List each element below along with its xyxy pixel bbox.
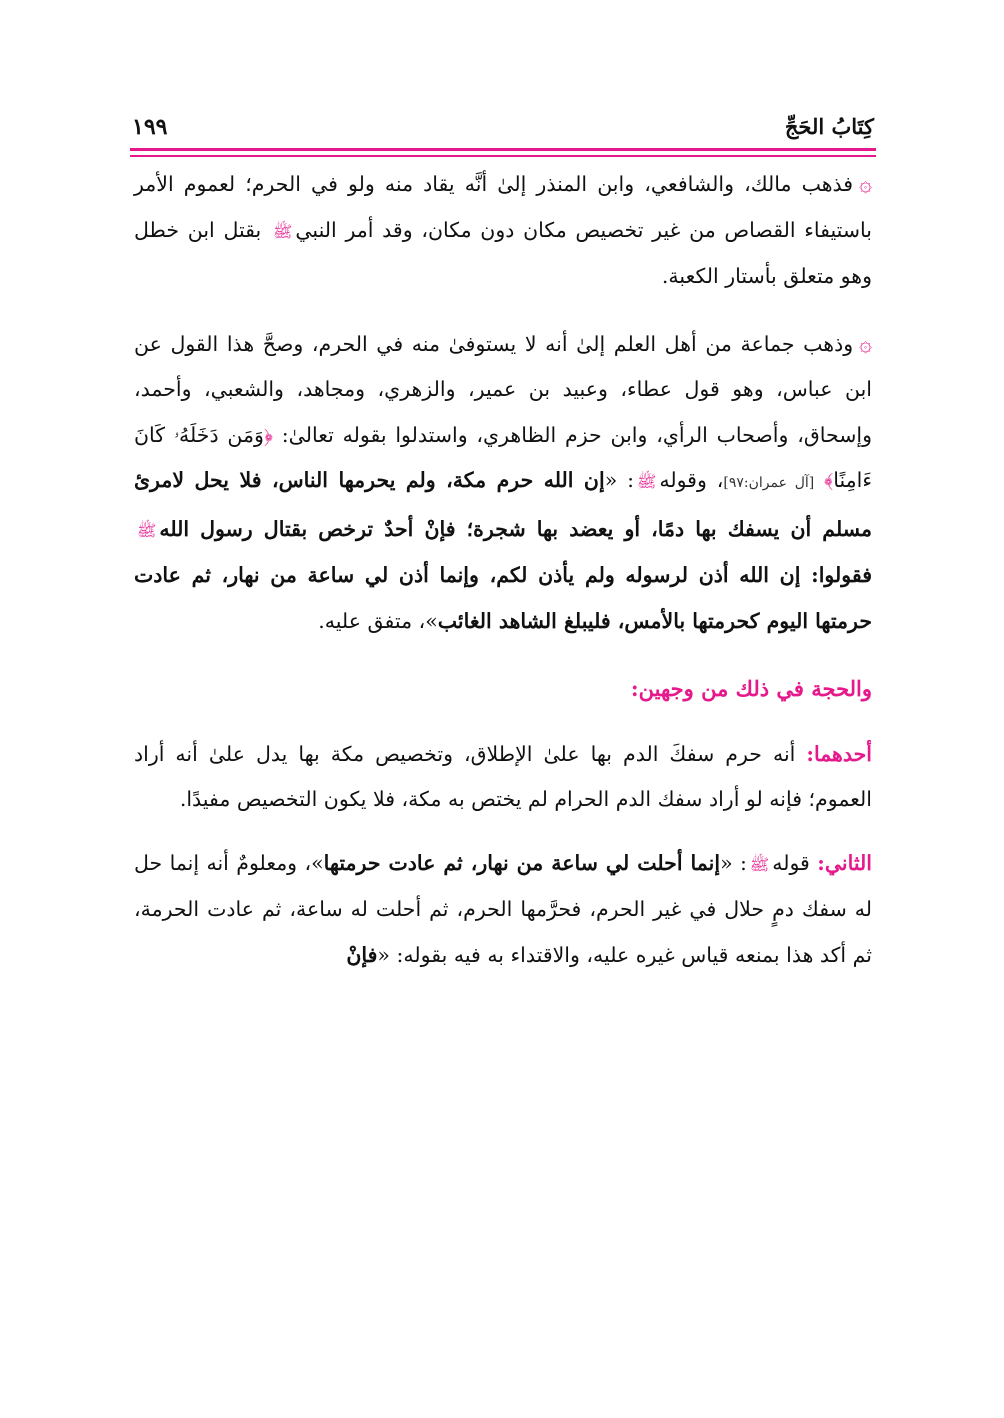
- p2-text-a: وذهب جماعة من أهل العلم إلىٰ أنه لا يستوفىٰ منه في الحرم، وصحَّ هذا القول عن ابن عباس، وهو قول عطاء، وعبيد بن عمير، والزهري، ومجاهد، والشعبي، وأحمد، وإسحاق، وأصحاب الرأي، وابن حزم الظاهري، واستدلوا بقوله تعالىٰ:: [134, 331, 872, 447]
- page-body: [134, 162, 872, 996]
- salawat-icon: ﷺ: [137, 520, 157, 540]
- salawat-icon: ﷺ: [749, 854, 770, 874]
- p4-text-a: قوله: [772, 850, 810, 875]
- page-number: ١٩٩: [132, 114, 168, 140]
- quote-close: »: [311, 850, 324, 875]
- page-header: [130, 108, 874, 148]
- hadith-close: »: [425, 608, 438, 633]
- tail-open: «: [377, 942, 390, 967]
- flower-icon: ۞: [859, 172, 872, 197]
- p1-text-b: بقتل ابن خطل وهو متعلق بأستار الكعبة.: [134, 217, 872, 288]
- verse-citation: [آل عمران:٩٧]: [723, 475, 815, 491]
- paragraph-4: [134, 841, 872, 979]
- quran-verse: وَمَن دَخَلَهُۥ كَانَ ءَامِنًا: [134, 422, 872, 492]
- point-label-first: أحدهما:: [806, 741, 872, 766]
- salawat-icon: ﷺ: [273, 221, 293, 241]
- header-rule-thick: [130, 148, 876, 151]
- salawat-icon: ﷺ: [637, 472, 657, 491]
- hadith-text: إن الله حرم مكة، ولم يحرمها الناس، فلا يحل لامرئ مسلم أن يسفك بها دمًا، أو يعضد بها شجرة؛ فإنْ أحدٌ ترخص بقتال رسول الله: [134, 468, 872, 541]
- quran-open-bracket: ﴿: [263, 422, 273, 447]
- p4-text-b: ، ومعلومٌ أنه إنما حل له سفك دمٍ حلال في غير الحرم، فحرَّمها الحرم، ثم أحلت له ساعة، ثم عادت الحرمة، ثم أكد هذا بمنعه قياس غيره عليه، والاقتداء به فيه بقوله:: [134, 850, 872, 967]
- quote-text: إنما أحلت لي ساعة من نهار، ثم عادت حرمتها: [323, 850, 721, 875]
- paragraph-3: [134, 732, 872, 823]
- section-heading: والحجة في ذلك من وجهين:: [630, 676, 872, 701]
- quote-open: : «: [720, 850, 747, 875]
- paragraph-2: [134, 322, 872, 645]
- tail-text: فإنْ: [346, 942, 378, 967]
- point-label-second: الثاني:: [817, 850, 872, 875]
- p2-text-c: ، متفق عليه.: [318, 608, 426, 633]
- p3-text: أنه حرم سفكَ الدم بها علىٰ الإطلاق، وتخصيص مكة بها يدل علىٰ أنه أراد العموم؛ فإنه لو أراد سفك الدم الحرام لم يختص به مكة، فلا يكون التخصيص مفيدًا.: [134, 741, 872, 811]
- p1-text-a: فذهب مالك، والشافعي، وابن المنذر إلىٰ أنَّه يقاد منه ولو في الحرم؛ لعموم الأمر باستيفاء القصاص من غير تخصيص مكان دون مكان، وقد أمر النبي: [134, 172, 872, 242]
- p2-text-b: ، وقوله: [659, 468, 724, 492]
- quran-close-bracket: ﴾: [824, 468, 834, 492]
- paragraph-1: [134, 162, 872, 300]
- header-rule-thin: [130, 155, 876, 157]
- hadith-open: : «: [604, 468, 635, 492]
- running-title: كِتَابُ الحَجِّ: [784, 114, 874, 139]
- hadith-text-2: فقولوا: إن الله أذن لرسوله ولم يأذن لكم، وإنما أذن لي ساعة من نهار، ثم عادت حرمتها اليوم كحرمتها بالأمس، فليبلغ الشاهد الغائب: [134, 563, 872, 633]
- flower-icon: ۞: [859, 331, 872, 357]
